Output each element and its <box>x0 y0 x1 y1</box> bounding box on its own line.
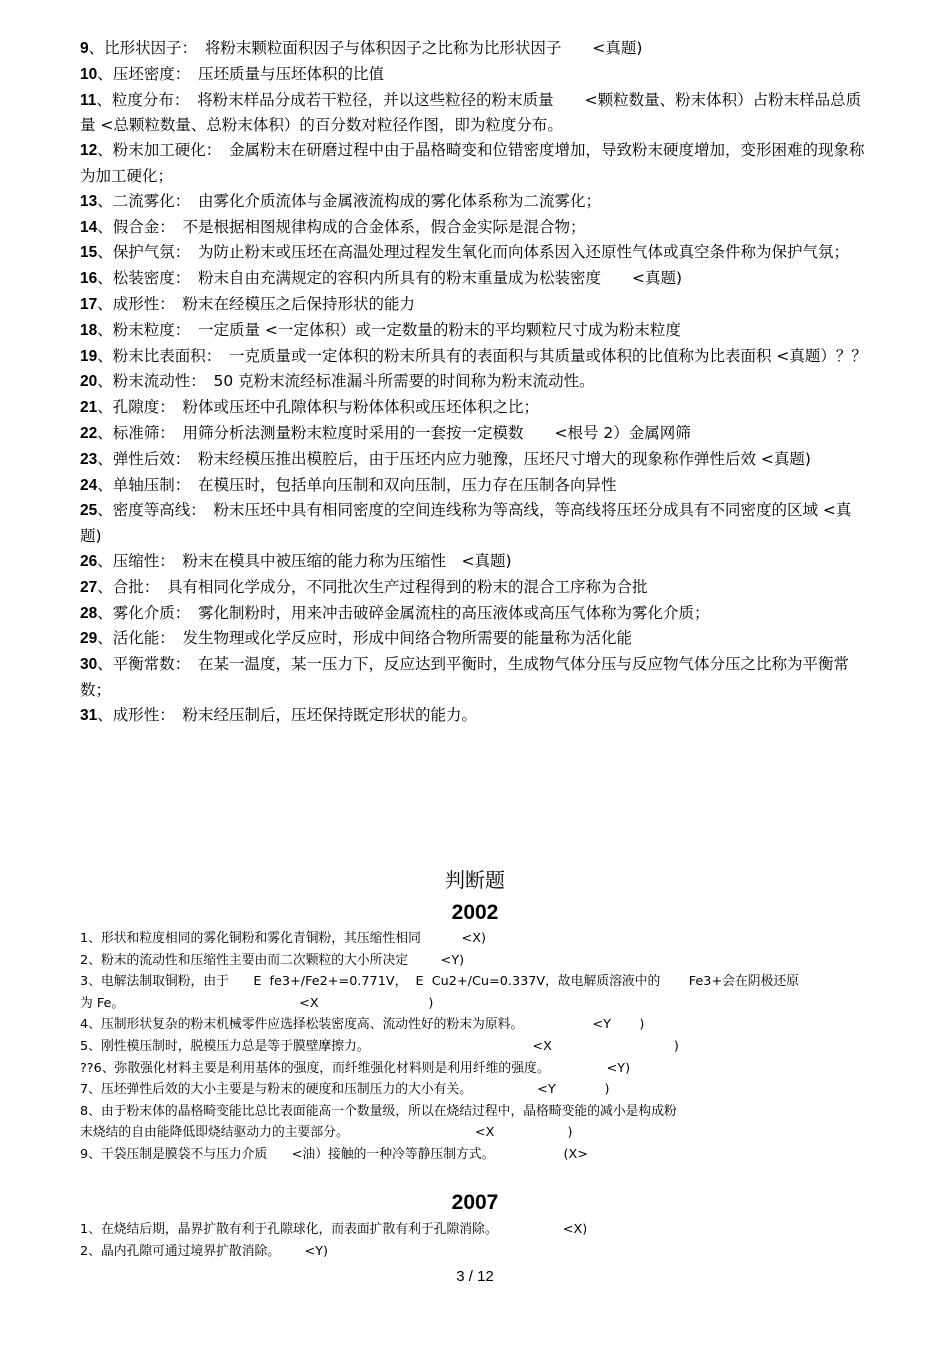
section-title: 判断题 <box>445 868 505 892</box>
answer-mark: <Y) <box>606 1060 631 1076</box>
definition-number: 23 <box>80 450 98 468</box>
definition-text: 、保护气氛： 为防止粉末或压坯在高温处理过程发生氧化而向体系因入还原性气体或真空条件称为保护气氛； <box>97 243 850 262</box>
answer-mark: (X> <box>563 1146 589 1162</box>
definition-text: 、粉末加工硬化： 金属粉末在研磨过程中由于晶格畸变和位错密度增加，导致粉末硬度增加，变形困难的现象称为加工硬化； <box>80 141 865 185</box>
page-number: 3 / 12 <box>456 1268 494 1285</box>
definition-number: 10 <box>80 65 98 83</box>
definition-text: 、假合金： 不是根据相图规律构成的合金体系，假合金实际是混合物； <box>97 217 586 236</box>
definition-item <box>80 189 870 215</box>
definition-text: 、粉末粒度： 一定质量 <一定体积）或一定数量的粉末的平均颗粒尺寸成为粉末粒度 <box>97 320 681 339</box>
definition-item <box>80 292 870 318</box>
definition-number: 20 <box>80 373 98 391</box>
definition-text: 、比形状因子： 将粉末颗粒面积因子与体积因子之比称为比形状因子 <真题) <box>88 39 643 57</box>
definition-number: 11 <box>80 91 97 109</box>
definition-text: 、压坯密度： 压坯质量与压坯体积的比值 <box>97 64 385 83</box>
question-text: 2、晶内孔隙可通过境界扩散消除。 <box>80 1243 305 1259</box>
definition-number: 22 <box>80 424 98 442</box>
true-false-list-2002 <box>80 928 870 1166</box>
definition-text: 、单轴压制： 在模压时，包括单向压制和双向压制，压力存在压制各向异性 <box>97 475 617 494</box>
definition-item <box>80 549 870 575</box>
definition-number: 21 <box>80 399 98 417</box>
definition-text: 、弹性后效： 粉末经模压推出模腔后，由于压坯内应力驰豫，压坯尺寸增大的现象称作弹性后效 <真题) <box>97 449 811 468</box>
answer-mark: <Y ) <box>592 1017 645 1033</box>
definition-text: 、活化能： 发生物理或化学反应时，形成中间络合物所需要的能量称为活化能 <box>97 629 633 648</box>
question-text: ??6、弥散强化材料主要是利用基体的强度，而纤维强化材料则是利用纤维的强度。 <box>80 1060 607 1076</box>
definition-item <box>80 318 870 344</box>
true-false-item <box>80 1122 870 1144</box>
definition-number: 12 <box>80 142 98 160</box>
true-false-item <box>80 1014 870 1036</box>
definition-text: 、平衡常数： 在某一温度，某一压力下，反应达到平衡时，生成物气体分压与反应物气体分压之比称为平衡常数； <box>80 655 850 699</box>
definition-number: 24 <box>80 476 98 494</box>
answer-mark: <Y) <box>304 1243 329 1259</box>
definition-item <box>80 266 870 292</box>
definition-text: 、成形性： 粉末在经模压之后保持形状的能力 <box>97 294 416 313</box>
answer-mark: <X ) <box>474 1125 573 1141</box>
definition-text: 、二流雾化： 由雾化介质流体与金属液流构成的雾化体系称为二流雾化； <box>97 191 602 210</box>
question-text: 3、电解法制取铜粉，由于 E fe3+/Fe2+=0.771V， E Cu2+/Cu=0.337V，故电解质溶液中的 Fe3+会在阴极还原 <box>80 974 799 990</box>
definition-item <box>80 344 870 370</box>
definition-item <box>80 36 870 62</box>
answer-mark: <X) <box>461 931 487 946</box>
definition-number: 19 <box>80 347 98 365</box>
question-text: 7、压坯弹性后效的大小主要是与粉末的硬度和压制压力的大小有关。 <box>80 1082 538 1098</box>
question-text: 为 Fe。 <box>80 995 300 1011</box>
true-false-item <box>80 1144 870 1166</box>
definition-item <box>80 421 870 447</box>
definition-item <box>80 240 870 266</box>
question-text: 8、由于粉末体的晶格畸变能比总比表面能高一个数量级，所以在烧结过程中，晶格畸变能的减小是构成粉 <box>80 1103 677 1119</box>
definition-item <box>80 473 870 499</box>
definition-item <box>80 626 870 652</box>
definition-text: 、成形性： 粉末经压制后，压坯保持既定形状的能力。 <box>97 705 478 724</box>
definition-number: 18 <box>80 321 98 339</box>
true-false-item <box>80 971 870 993</box>
definition-number: 27 <box>80 578 98 596</box>
definition-number: 25 <box>80 502 98 520</box>
definition-item <box>80 395 870 421</box>
definition-item <box>80 601 870 627</box>
true-false-list-2007 <box>80 1219 870 1262</box>
question-text: 1、在烧结后期，晶界扩散有利于孔隙球化，而表面扩散有利于孔隙消除。 <box>80 1222 563 1237</box>
definition-number: 17 <box>80 295 98 313</box>
true-false-item <box>80 1241 870 1263</box>
true-false-item <box>80 1101 870 1123</box>
definition-number: 16 <box>80 270 98 288</box>
definition-number: 29 <box>80 630 98 648</box>
true-false-item <box>80 993 870 1015</box>
true-false-item <box>80 1036 870 1058</box>
answer-mark: <X ) <box>299 995 434 1011</box>
true-false-item <box>80 1219 870 1241</box>
definition-item <box>80 703 870 729</box>
definition-item <box>80 62 870 88</box>
answer-mark: <X) <box>562 1222 588 1237</box>
definition-item <box>80 215 870 241</box>
answer-mark: <Y) <box>440 952 465 968</box>
definition-number: 9 <box>80 40 89 57</box>
year-heading-2002: 2002 <box>451 901 499 924</box>
definition-number: 26 <box>80 552 98 570</box>
definitions-list <box>80 36 870 729</box>
year-heading-2007: 2007 <box>451 1191 499 1214</box>
definition-item <box>80 369 870 395</box>
definition-text: 、标准筛： 用筛分析法测量粉末粒度时采用的一套按一定模数 <根号 2）金属网筛 <box>97 423 691 442</box>
definition-item <box>80 138 870 189</box>
definition-text: 、松装密度： 粉末自由充满规定的容积内所具有的粉末重量成为松装密度 <真题) <box>97 269 683 288</box>
definition-text: 、压缩性： 粉末在模具中被压缩的能力称为压缩性 <真题) <box>97 551 512 570</box>
question-text: 末烧结的自由能降低即烧结驱动力的主要部分。 <box>80 1125 475 1141</box>
question-text: 2、粉末的流动性和压缩性主要由而二次颗粒的大小所决定 <box>80 952 441 968</box>
question-text: 1、形状和粒度相同的雾化铜粉和雾化青铜粉，其压缩性相同 <box>80 931 462 946</box>
question-text: 4、压制形状复杂的粉末机械零件应选择松装密度高、流动性好的粉末为原料。 <box>80 1017 593 1033</box>
definition-text: 、粉末流动性： 50 克粉末流经标准漏斗所需要的时间称为粉末流动性。 <box>97 372 595 391</box>
definition-text: 、粉末比表面积： 一克质量或一定体积的粉末所具有的表面积与其质量或体积的比值称为比表面积 <真题）？？ <box>97 346 867 365</box>
true-false-item <box>80 1079 870 1101</box>
definition-text: 、粒度分布： 将粉末样品分成若干粒径，并以这些粒径的粉末质量 <颗粒数量、粉末体积）占粉末样品总质量 <总颗粒数量、总粉末体积）的百分数对粒径作图，即为粒度分布。 <box>80 90 862 135</box>
definition-item <box>80 447 870 473</box>
definition-number: 30 <box>80 656 98 674</box>
definition-text: 、密度等高线： 粉末压坯中具有相同密度的空间连线称为等高线，等高线将压坯分成具有不同密度的区域 <真题) <box>80 501 852 546</box>
answer-mark: <Y ) <box>537 1082 610 1098</box>
question-text: 9、干袋压制是膜袋不与压力介质 <油）接触的一种冷等静压制方式。 <box>80 1146 564 1162</box>
true-false-item <box>80 950 870 972</box>
answer-mark: <X ) <box>532 1038 679 1054</box>
definition-item <box>80 498 870 549</box>
true-false-item <box>80 928 870 950</box>
definition-number: 31 <box>80 706 98 724</box>
definition-item <box>80 88 870 139</box>
definition-item <box>80 575 870 601</box>
definition-text: 、孔隙度： 粉体或压坯中孔隙体积与粉体体积或压坯体积之比； <box>97 398 540 417</box>
definition-number: 14 <box>80 218 98 236</box>
definition-number: 15 <box>80 244 98 262</box>
question-text: 5、刚性模压制时，脱模压力总是等于膜壁摩擦力。 <box>80 1038 533 1054</box>
true-false-item <box>80 1058 870 1080</box>
definition-item <box>80 652 870 703</box>
definition-number: 13 <box>80 192 98 210</box>
definition-number: 28 <box>80 604 98 622</box>
definition-text: 、雾化介质： 雾化制粉时，用来冲击破碎金属流柱的高压液体或高压气体称为雾化介质； <box>97 603 710 622</box>
definition-text: 、合批： 具有相同化学成分，不同批次生产过程得到的粉末的混合工序称为合批 <box>97 577 648 596</box>
